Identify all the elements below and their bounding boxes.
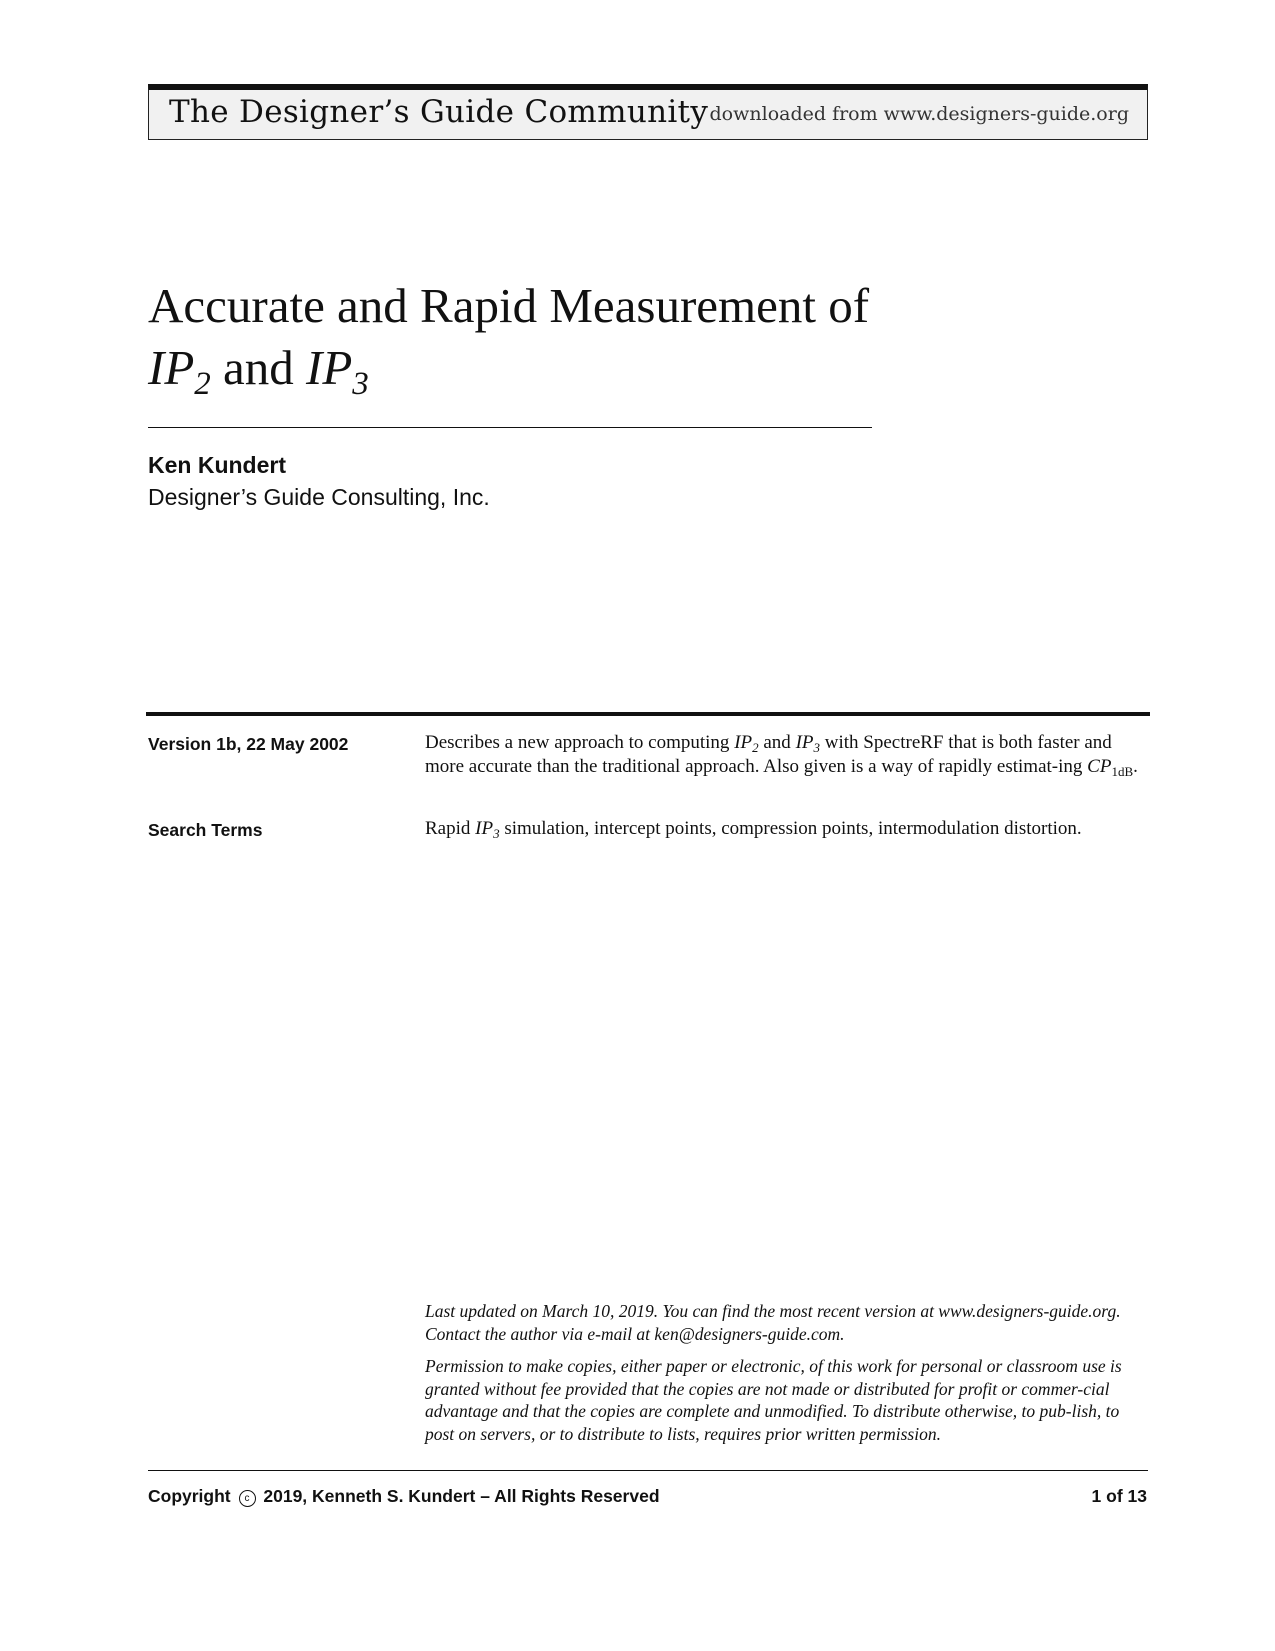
header-banner (148, 84, 1148, 140)
permission-notice: Permission to make copies, either paper or electronic, of this work for personal or classroom use is granted without fee provided that the copies are not made or distributed for profit or commer-cial advantage and that the copies are complete and unmodified. To distribute otherwise, to pub-lish, to post on servers, or to distribute to lists, requires prior written permission. (425, 1356, 1122, 1444)
title-line-1: Accurate and Rapid Measurement of (148, 278, 870, 333)
search-terms-text: Rapid $IP_3$ simulation, intercept points, compression points, intermodulation distortion. (425, 818, 1082, 841)
author-name: Ken Kundert (148, 452, 286, 478)
abstract-text: Describes a new approach to computing $IP_2$ and $IP_3$ with SpectreRF that is both faster and more accurate than the traditional approach. Also given is a way of rapidly estimat-ing $CP_{1dB}$. (425, 732, 1138, 779)
banner-source: downloaded from www.designers-guide.org (709, 103, 1129, 125)
title-ip2: $IP_2$ (148, 340, 211, 402)
author-affiliation: Designer’s Guide Consulting, Inc. (148, 484, 490, 510)
info-divider (146, 712, 1150, 716)
last-updated-notice: Last updated on March 10, 2019. You can find the most recent version at www.designers-guide.org. Contact the author via e-mail at ken@designers-guide.com. (425, 1301, 1121, 1344)
title-and: and (210, 340, 306, 395)
footer-divider (148, 1470, 1148, 1471)
paper-title (148, 275, 870, 402)
page-number: 1 of 13 (1091, 1486, 1147, 1506)
copyright-symbol: c (239, 1490, 256, 1507)
copyright-line: Copyright c 2019, Kenneth S. Kundert – All Rights Reserved (148, 1486, 660, 1506)
title-ip3: $IP_3$ (306, 340, 369, 402)
search-terms-label: Search Terms (148, 820, 263, 840)
banner-title: The Designer’s Guide Community (169, 94, 709, 130)
version-label: Version 1b, 22 May 2002 (148, 734, 349, 754)
title-divider (148, 427, 872, 428)
